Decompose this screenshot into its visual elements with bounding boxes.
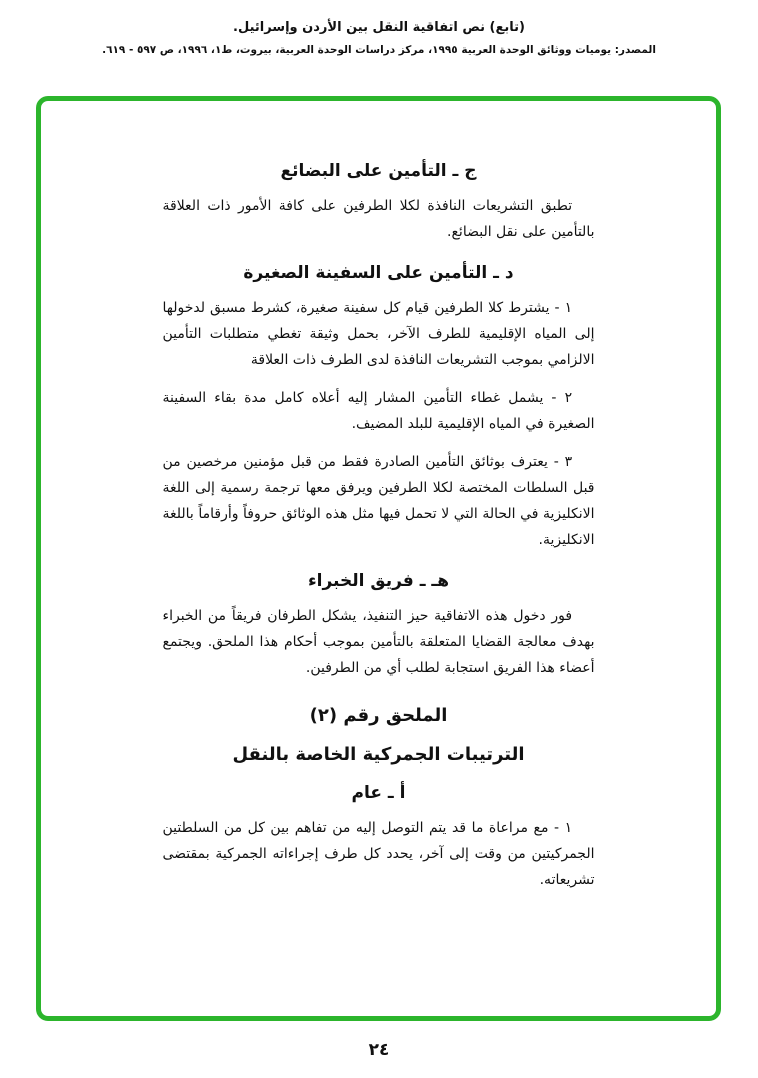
page-header — [0, 0, 758, 56]
annex-2-title: الملحق رقم (٢) — [309, 705, 448, 726]
source-citation: المصدر: يوميات ووثائق الوحدة العربية ١٩٩٥، مركز دراسات الوحدة العربية، بيروت، ط١، ١٩٩٦، ص ٥٩٧ - ٦١٩. — [102, 44, 656, 56]
paragraph-general: ١ - مع مراعاة ما قد يتم التوصل إليه من تفاهم بين كل من السلطتين الجمركيتين من وقت إلى آخر، يحدد كل طرف إجراءاته الجمركية بمقتضى تشريعاته. — [162, 820, 595, 888]
section-heading-general: أ ـ عام — [351, 783, 406, 803]
paragraph-item-3: ٣ - يعترف بوثائق التأمين الصادرة فقط من قبل مؤمنين مرخصين من قبل السلطات المختصة لكلا الطرفين ويرفق معها ترجمة رسمية إلى اللغة الانكليزية في الحالة التي لا تحمل فيها مثل هذه الوثائق حروفاً وأرقاماً باللغة الانكليزية. — [162, 454, 595, 548]
section-heading-small-vessel-insurance: د ـ التأمين على السفينة الصغيرة — [243, 263, 514, 283]
document-title: (تابع) نص اتفاقية النقل بين الأردن وإسرائيل. — [233, 20, 525, 35]
document-body — [163, 101, 595, 893]
section-heading-experts-team: هـ ـ فريق الخبراء — [307, 571, 450, 591]
page-number: ٢٤ — [368, 1040, 390, 1060]
paragraph-item-2: ٢ - يشمل غطاء التأمين المشار إليه أعلاه كامل مدة بقاء السفينة الصغيرة في المياه الإقليمية للبلد المضيف. — [162, 390, 595, 432]
paragraph-item-1: ١ - يشترط كلا الطرفين قيام كل سفينة صغيرة، كشرط مسبق لدخولها إلى المياه الإقليمية للطرف الآخر، بحمل وثيقة تغطي متطلبات التأمين الالزامي بموجب التشريعات النافذة لدى الطرف ذات العلاقة — [162, 300, 595, 368]
section-heading-goods-insurance: ج ـ التأمين على البضائع — [280, 161, 477, 181]
annex-2-subtitle: الترتيبات الجمركية الخاصة بالنقل — [232, 744, 525, 765]
green-border-frame — [36, 96, 721, 1021]
paragraph-goods-insurance: تطبق التشريعات النافذة لكلا الطرفين على كافة الأمور ذات العلاقة بالتأمين على نقل البضائع. — [162, 198, 595, 240]
paragraph-experts-team: فور دخول هذه الاتفاقية حيز التنفيذ، يشكل الطرفان فريقاً من الخبراء بهدف معالجة القضايا المتعلقة بالتأمين بموجب أحكام هذا الملحق. ويجتمع أعضاء هذا الفريق استجابة لطلب أي من الطرفين. — [162, 608, 595, 676]
